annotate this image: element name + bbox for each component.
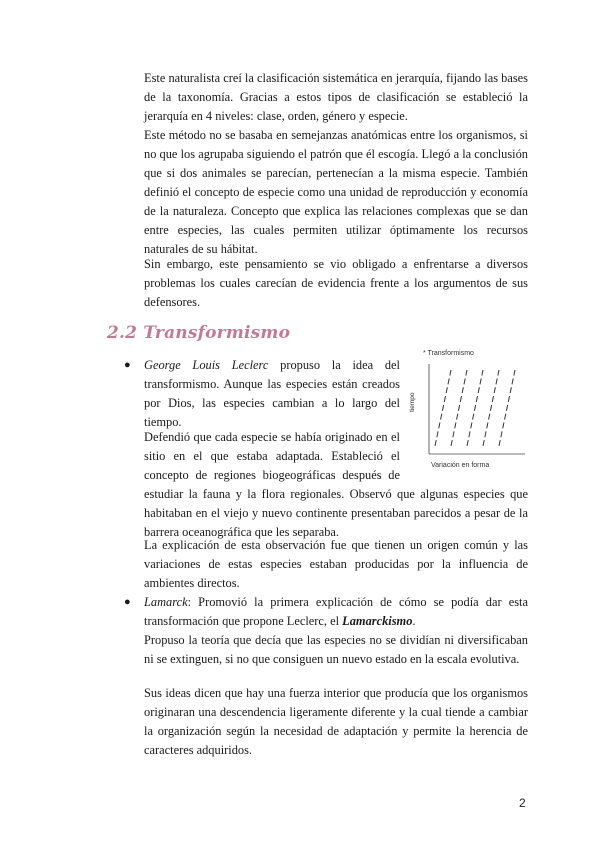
section-title: 2.2 Transformismo <box>107 323 291 343</box>
bullet-marker-lamarck: ● <box>124 596 131 608</box>
figure-line-4 <box>483 370 499 446</box>
figure-line-1 <box>435 370 451 446</box>
leclerc-name: George Louis Leclerc <box>144 358 269 372</box>
leclerc-paragraph-3: La explicación de esta observación fue que tienen un origen común y las variaciones de estas especies estaban producidas por la influencia de ambientes directos. <box>144 538 528 590</box>
leclerc-text: propuso la idea del transformismo. Aunque las especies están creados por Dios, las especies cambian a lo largo del tiempo. <box>144 358 400 429</box>
figure-x-label: Variación en forma <box>431 462 490 469</box>
figure-line-5 <box>499 370 515 446</box>
figure-line-3 <box>467 370 483 446</box>
lamarck-paragraph-1 <box>144 593 528 631</box>
lamarck-paragraph-3: Sus ideas dicen que hay una fuerza interior que producía que los organismos originaran una descendencia ligeramente diferente y la cual tiende a cambiar la organización según la necesidad de adaptación y permite la herencia de caracteres adquiridos. <box>144 686 528 757</box>
lamarck-name: Lamarck <box>144 595 188 609</box>
transformismo-figure <box>409 348 533 472</box>
figure-plot <box>413 348 533 472</box>
figure-line-2 <box>451 370 467 446</box>
intro-paragraph-3: Sin embargo, este pensamiento se vio obligado a enfrentarse a diversos problemas los cuales carecían de evidencia frente a los argumentos de sus defensores. <box>144 257 528 309</box>
bullet-marker-leclerc: ● <box>124 359 131 371</box>
lamarck-term-suffix: . <box>412 614 416 628</box>
lamarck-paragraph-2: Propuso la teoría que decía que las especies no se dividían ni diversificaban ni se extinguen, si no que consiguen un nuevo estado en la escala evolutiva. <box>144 633 528 666</box>
intro-paragraph-1: Este naturalista creí la clasificación sistemática en jerarquía, fijando las bases de la taxonomía. Gracias a estos tipos de clasificación se estableció la jerarquía en 4 niveles: clase, orden, género y especie. <box>144 71 528 123</box>
leclerc-paragraph-2-text: Defendió que cada especie se había originado en el sitio en el que estaba adaptada. Estableció el concepto de regiones biogeográficas después de estudiar la fauna y la flora regionales. Observó que algunas especies que habitaban en el viejo y nuevo continente presentaban parecidos a pesar de la barrera oceanográfica que les separaba. <box>144 430 528 539</box>
figure-title: * Transformismo <box>423 350 474 357</box>
lamarck-text: : Promovió la primera explicación de cómo se podía dar esta transformación que propone Leclerc, el <box>144 595 528 628</box>
figure-y-label: tiempo <box>409 392 416 412</box>
lamarckismo-term: Lamarckismo <box>342 614 413 628</box>
page-number: 2 <box>519 796 526 810</box>
intro-paragraph-2: Este método no se basaba en semejanzas anatómicas entre los organismos, si no que los agrupaba siguiendo el patrón que él escogía. Llegó a la conclusión que si dos animales se parecían, pertenecían a la misma especie. También definió el concepto de especie como una unidad de reproducción y economía de la naturaleza. Concepto que explica las relaciones complexas que se dan entre especies, las cuales permiten utilizar óptimamente los recursos naturales de su hábitat. <box>144 128 528 256</box>
leclerc-paragraph-1 <box>144 356 400 432</box>
